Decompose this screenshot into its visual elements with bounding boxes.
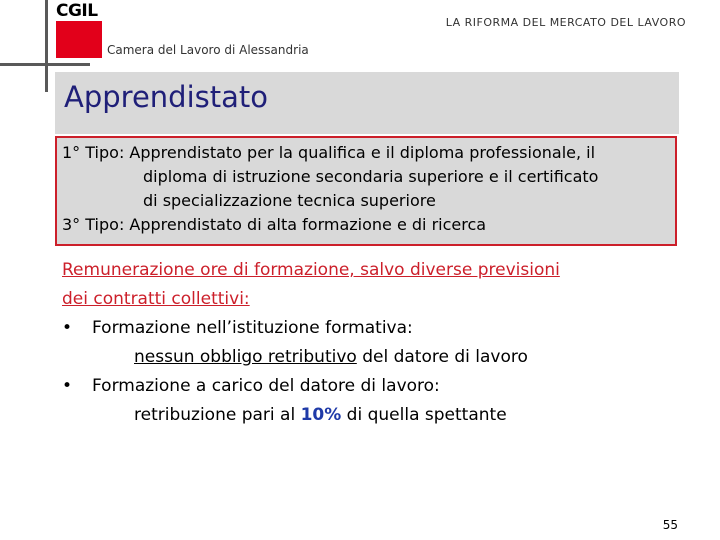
decor-vertical-line [45,0,48,92]
type-3-line [62,213,675,237]
slide-header: LA RIFORMA DEL MERCATO DEL LAVORO [445,16,686,29]
bullet-1-detail [62,343,560,372]
type-1-text-2: diploma di istruzione secondaria superiore e il certificato [143,167,599,186]
type-1-text-3: di specializzazione tecnica superiore [143,191,436,210]
bullet-2-percentage: 10% [300,405,342,425]
bullet-2-detail-pre: retribuzione pari al [134,405,301,425]
decor-horizontal-line [0,63,90,66]
bullet-item-1 [62,314,560,343]
organization-subtitle: Camera del Lavoro di Alessandria [107,43,309,57]
bullet-1-text: Formazione nell’istituzione formativa: [92,318,413,338]
bullet-1-marker: • [62,318,73,338]
remuneration-heading-2: dei contratti collettivi: [62,289,250,309]
bullet-2-detail-post: di quella spettante [341,405,507,425]
remuneration-heading-1: Remunerazione ore di formazione, salvo diverse previsioni [62,260,560,280]
bullet-1-detail-rest: del datore di lavoro [356,347,528,367]
type-1-line-1 [62,141,675,165]
cgil-logo-red-block [56,21,102,58]
bullet-1-detail-underlined: nessun obbligo retributivo [134,347,357,367]
bullet-2-detail [62,401,560,430]
type-1-text-1: Apprendistato per la qualifica e il diploma professionale, il [129,143,596,162]
apprenticeship-types-box [55,136,677,246]
type-3-text: Apprendistato di alta formazione e di ricerca [129,215,487,234]
remuneration-section [62,256,560,430]
type-1-label: 1° Tipo: [62,143,125,162]
bullet-item-2 [62,372,560,401]
cgil-logo-text: CGIL [56,1,98,21]
page-number: 55 [662,518,678,532]
bullet-2-text: Formazione a carico del datore di lavoro: [92,376,440,396]
bullet-2-marker: • [62,376,73,396]
slide-title: Apprendistato [64,80,268,114]
type-3-label: 3° Tipo: [62,215,125,234]
